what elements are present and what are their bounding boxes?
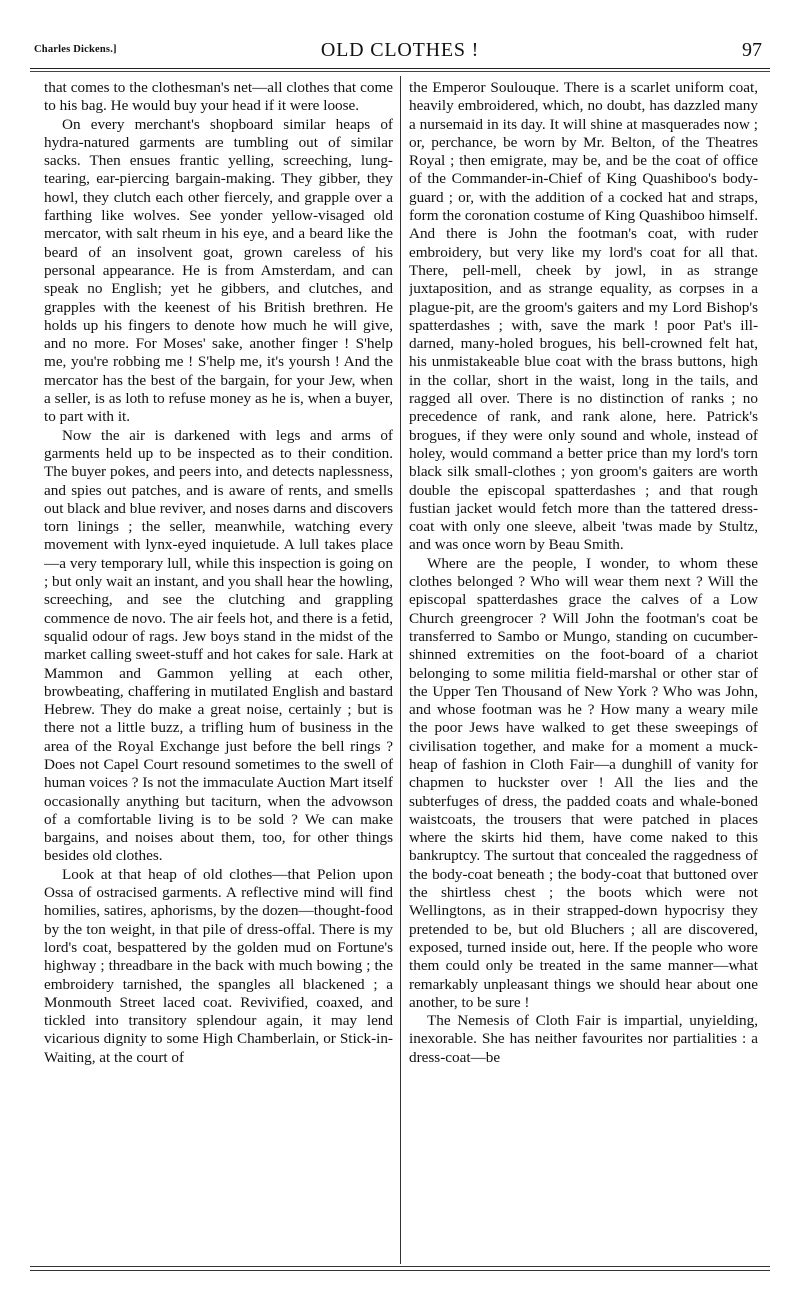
paragraph: that comes to the clothesman's net—all clothes that come to his bag. He would buy your head if it were loose. <box>44 79 393 115</box>
left-column <box>44 79 393 1263</box>
paragraph: The Nemesis of Cloth Fair is impartial, unyielding, inexorable. She has neither favourites nor partialities : a dress-coat—be <box>409 1012 758 1066</box>
paragraph: Now the air is darkened with legs and arms of garments held up to be inspected as to their condition. The buyer pokes, and peers into, and detects naplessness, and spies out patches, and is aware of rents, and smells out black and blue reviver, and noses darns and discovers torn linings ; the seller, meanwhile, watching every movement with lynx-eyed inquietude. A lull takes place—a very temporary lull, while this inspection is going on ; but only wait an instant, and you shall hear the howling, screeching, and see the clutching and grappling commence de novo. The air feels hot, and there is a fetid, squalid odour of rags. Jew boys stand in the midst of the market calling sweet-stuff and hot cakes for sale. Hark at Mammon and Gammon yelling at each other, browbeating, chaffering in mutilated English and bastard Hebrew. They do make a great noise, certainly ; but is there not a little buzz, a trifling hum of business in the area of the Royal Exchange just before the bell rings ? Does not Capel Court resound sometimes to the swell of human voices ? Is not the immaculate Auction Mart itself occasionally anything but taciturn, when the advowson of a comfortable living is to be sold ? We can make bargains, and noises about them, too, for other things besides old clothes. <box>44 426 393 865</box>
column-divider <box>400 76 401 1264</box>
footer-rule <box>30 1266 770 1267</box>
paragraph: the Emperor Soulouque. There is a scarlet uniform coat, heavily embroidered, which, no doubt, has dazzled many a nursemaid in its day. It will shine at masquerades now ; or, perchance, be worn by Mr. Belton, of the Theatres Royal ; then emigrate, may be, and be the coat of office of the Commander-in-Chief of King Quashiboo's body-guard ; or, with the addition of a cocked hat and straps, form the coronation costume of King Quashiboo himself. And there is John the footman's coat, with ruder embroidery, but very like my lord's coat for all that. There, pell-mell, cheek by jowl, in as strange juxtaposition, and as strange equality, as corpses in a plague-pit, are the groom's gaiters and my Lord Bishop's spatterdashes ; with, save the mark ! poor Pat's ill-darned, many-holed brogues, his bell-crowned felt hat, his unmistakeable blue coat with the brass buttons, high in the collar, short in the waist, long in the tails, and ragged all over. There is no distinction of ranks ; no precedence of rank, and rank alone, here. Patrick's brogues, if they were only sound and whole, instead of holey, would command a better price than my lord's torn black silk small-clothes ; yon groom's gaiters are worth double the episcopal spatterdashes ; and that rough fustian jacket would fetch more than the tattered dress-coat with only one sleeve, albeit 'twas made by Stultz, and was once worn by Beau Smith. <box>409 79 758 554</box>
paragraph: Look at that heap of old clothes—that Pelion upon Ossa of ostracised garments. A reflective mind will find homilies, satires, aphorisms, by the dozen—thought-food by the ton weight, in that pile of dress-offal. There is my lord's coat, bespattered by the golden mud on Fortune's highway ; threadbare in the back with much bowing ; the embroidery tarnished, the spangles all blackened ; a Monmouth Street laced coat. Revivified, coaxed, and tickled into transitory splendour again, it may lend vicarious dignity to some High Chamberlain, or Stick-in-Waiting, at the court of <box>44 865 393 1066</box>
paragraph: Where are the people, I wonder, to whom these clothes belonged ? Who will wear them next ? Will the episcopal spatterdashes grace the calves of a Low Church greengrocer ? Will John the footman's coat be transferred to Sambo or Mungo, standing on cucumber-shinned extremities on the foot-board of a chariot belonging to some militia field-marshal or other star of the Upper Ten Thousand of New York ? Who was John, and whose footman was he ? How many a weary mile the poor Jews have walked to get these sweepings of civilisation together, and make for a moment a muck-heap of fashion in Cloth Fair—a dunghill of vanity for chapmen to huckster over ! All the lies and the subterfuges of dress, the padded coats and whale-boned waistcoats, the trousers that were patched in places where the skirts hid them, have come naked to this bankruptcy. The surtout that concealed the raggedness of the body-coat beneath ; the body-coat that buttoned over the shirtless chest ; the boots which were not Wellingtons, as in their strapped-down hypocrisy they pretended to be, but old Bluchers ; all are discovered, exposed, turned inside out, here. If the people who wore them could only be treated in the same manner—what remarkably unpleasant things we should hear about one another, to be sure ! <box>409 554 758 1011</box>
footer-rule-second <box>30 1270 770 1271</box>
page-number: 97 <box>742 39 762 61</box>
right-column <box>409 79 758 1263</box>
header-rule-thin <box>30 71 770 72</box>
page-title: OLD CLOTHES ! <box>320 39 480 61</box>
header-rule <box>30 68 770 69</box>
running-head-author: Charles Dickens.] <box>34 44 117 55</box>
page-header <box>34 36 766 64</box>
paragraph: On every merchant's shopboard similar heaps of hydra-natured garments are tumbling out of similar sacks. Then ensues frantic yelling, screeching, lung-tearing, ear-piercing bargain-making. They gibber, they howl, they clutch each other fiercely, and grapple over a farthing like wolves. See yonder yellow-visaged old mercator, with salt rheum in his eye, and a beard like the beard of an insolvent goat, grown careless of his personal appearance. He is from Amsterdam, and can speak no English; yet he gibbers, and clutches, and grapples with the keenest of his British brethren. He holds up his fingers to denote how much he will give, and no more. For Moses' sake, another finger ! S'help me, you're robbing me ! S'help me, it's yoursh ! And the mercator has the best of the bargain, for your Jew, when a seller, is as loth to refuse money as he is, when a buyer, to part with it. <box>44 115 393 426</box>
